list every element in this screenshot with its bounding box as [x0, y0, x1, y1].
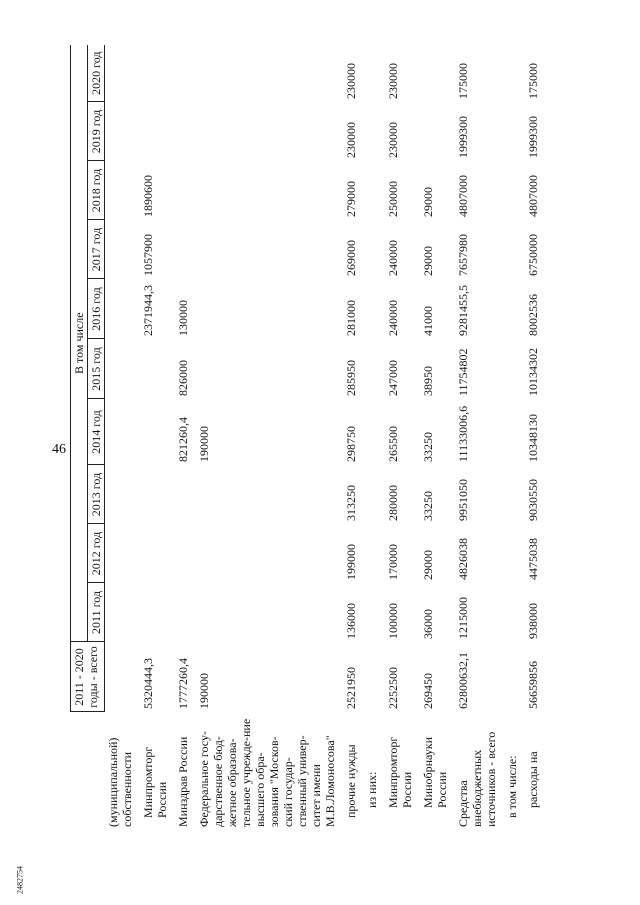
cell-year-value — [170, 524, 191, 583]
cell-year-value: 29000 — [420, 550, 435, 580]
cell-year-value — [359, 279, 380, 339]
cell-year-value — [105, 161, 135, 220]
cell-year-value — [105, 102, 135, 161]
cell-year-value: 279000 — [343, 181, 358, 217]
row-label: в том числе: — [504, 755, 519, 818]
cell-year-value: 1215000 — [455, 597, 470, 639]
header-year: 2019 год — [88, 102, 105, 161]
cell-year-value: 7657980 — [455, 234, 470, 276]
row-total — [499, 642, 520, 712]
row-label: из них: — [364, 771, 379, 808]
cell-year-value — [105, 339, 135, 399]
cell-year-value — [105, 399, 135, 465]
table-row — [135, 45, 170, 830]
header-year: 2014 год — [88, 399, 105, 465]
cell-year-value — [191, 102, 338, 161]
row-label: (муниципальной) собственности — [105, 737, 134, 827]
cell-year-value: 313250 — [343, 485, 358, 521]
header-label-blank — [71, 712, 105, 830]
cell-year-value — [499, 45, 520, 102]
row-total: 62800632,1 — [455, 652, 470, 709]
header-year: 2020 год — [88, 45, 105, 102]
cell-year-value — [191, 524, 338, 583]
cell-year-value: 175000 — [455, 63, 470, 99]
cell-year-value: 230000 — [343, 63, 358, 99]
cell-year-value: 230000 — [343, 122, 358, 158]
table-row — [499, 45, 520, 830]
cell-year-value: 265500 — [385, 426, 400, 462]
cell-year-value: 41000 — [420, 306, 435, 336]
cell-year-value: 4807000 — [525, 175, 540, 217]
cell-year-value — [105, 465, 135, 524]
row-label: Средства внебюджетных источников - всего — [455, 731, 498, 827]
header-year: 2013 год — [88, 465, 105, 524]
table-row — [170, 45, 191, 830]
cell-year-value — [135, 583, 170, 642]
cell-year-value — [170, 102, 191, 161]
header-group: В том числе — [71, 45, 88, 642]
row-total — [359, 642, 380, 712]
row-label: расходы на — [525, 751, 540, 808]
budget-table-body — [105, 45, 541, 830]
cell-year-value: 9281455,5 — [455, 285, 470, 336]
cell-year-value: 1057900 — [140, 234, 155, 276]
table-row — [359, 45, 380, 830]
cell-year-value: 285950 — [343, 360, 358, 396]
cell-year-value — [499, 465, 520, 524]
cell-year-value: 230000 — [385, 63, 400, 99]
header-year: 2012 год — [88, 524, 105, 583]
cell-year-value: 2371944,3 — [140, 285, 155, 336]
cell-year-value: 247000 — [385, 360, 400, 396]
cell-year-value — [359, 45, 380, 102]
header-year: 2015 год — [88, 339, 105, 399]
cell-year-value: 136000 — [343, 603, 358, 639]
cell-year-value — [499, 102, 520, 161]
header-year: 2016 год — [88, 279, 105, 339]
cell-year-value: 280000 — [385, 485, 400, 521]
cell-year-value: 240000 — [385, 240, 400, 276]
cell-year-value — [170, 220, 191, 279]
cell-year-value: 190000 — [196, 426, 211, 462]
row-total: 2521950 — [343, 667, 358, 709]
cell-year-value: 298750 — [343, 426, 358, 462]
cell-year-value — [135, 399, 170, 465]
cell-year-value: 11133006,6 — [455, 405, 470, 462]
cell-year-value: 4826038 — [455, 538, 470, 580]
page-number: 46 — [52, 442, 66, 457]
cell-year-value — [170, 45, 191, 102]
header-year: 2011 год — [88, 583, 105, 642]
cell-year-value: 9030550 — [525, 479, 540, 521]
table-row — [450, 45, 499, 830]
header-year: 2018 год — [88, 161, 105, 220]
cell-year-value — [191, 583, 338, 642]
cell-year-value — [359, 583, 380, 642]
cell-year-value: 10134302 — [525, 348, 540, 396]
cell-year-value: 170000 — [385, 544, 400, 580]
cell-year-value — [105, 220, 135, 279]
cell-year-value: 100000 — [385, 603, 400, 639]
cell-year-value: 230000 — [385, 122, 400, 158]
cell-year-value — [191, 339, 338, 399]
cell-year-value: 4475038 — [525, 538, 540, 580]
header-year: 2017 год — [88, 220, 105, 279]
cell-year-value: 10348130 — [525, 414, 540, 462]
row-label: Минпромторг России — [385, 736, 414, 808]
cell-year-value — [105, 583, 135, 642]
row-label: Минпромторг России — [140, 746, 169, 818]
cell-year-value — [499, 279, 520, 339]
table-row — [105, 45, 135, 830]
cell-year-value — [105, 45, 135, 102]
cell-year-value: 175000 — [525, 63, 540, 99]
table-row — [520, 45, 541, 830]
cell-year-value — [499, 339, 520, 399]
cell-year-value — [135, 524, 170, 583]
cell-year-value — [499, 161, 520, 220]
header-total: 2011 - 2020 годы - всего — [71, 642, 105, 712]
row-label: Минобрнауки России — [420, 736, 449, 808]
cell-year-value — [170, 161, 191, 220]
row-total — [105, 642, 135, 712]
cell-year-value — [135, 339, 170, 399]
cell-year-value — [359, 161, 380, 220]
cell-year-value — [415, 102, 450, 161]
cell-year-value: 6750000 — [525, 234, 540, 276]
cell-year-value — [359, 465, 380, 524]
cell-year-value: 250000 — [385, 181, 400, 217]
row-label: Минздрав России — [175, 736, 190, 827]
table-row — [415, 45, 450, 830]
row-total: 5320444,3 — [140, 658, 155, 709]
cell-year-value — [359, 524, 380, 583]
cell-year-value: 826000 — [175, 360, 190, 396]
cell-year-value — [415, 45, 450, 102]
cell-year-value: 1890600 — [140, 175, 155, 217]
cell-year-value — [135, 45, 170, 102]
cell-year-value — [499, 399, 520, 465]
cell-year-value: 130000 — [175, 300, 190, 336]
cell-year-value — [105, 279, 135, 339]
cell-year-value: 1999300 — [525, 116, 540, 158]
cell-year-value: 11754802 — [455, 348, 470, 396]
cell-year-value: 8002536 — [525, 294, 540, 336]
cell-year-value — [359, 102, 380, 161]
cell-year-value — [359, 339, 380, 399]
row-total: 190000 — [196, 673, 211, 709]
cell-year-value: 4807000 — [455, 175, 470, 217]
cell-year-value: 938000 — [525, 603, 540, 639]
row-total: 269450 — [420, 673, 435, 709]
cell-year-value — [359, 399, 380, 465]
cell-year-value — [191, 465, 338, 524]
cell-year-value — [170, 583, 191, 642]
cell-year-value — [499, 583, 520, 642]
cell-year-value: 29000 — [420, 187, 435, 217]
cell-year-value — [170, 465, 191, 524]
document-code: 2482754 — [15, 866, 25, 894]
row-total: 2252500 — [385, 667, 400, 709]
cell-year-value: 199000 — [343, 544, 358, 580]
cell-year-value: 38950 — [420, 366, 435, 396]
cell-year-value: 269000 — [343, 240, 358, 276]
cell-year-value — [499, 524, 520, 583]
cell-year-value — [191, 220, 338, 279]
cell-year-value: 1999300 — [455, 116, 470, 158]
budget-table — [70, 45, 541, 830]
cell-year-value — [135, 465, 170, 524]
cell-year-value — [105, 524, 135, 583]
row-label: Федеральное госу-дарственное бюд-жетное образова-тельное учрежде-ние высшего обра-зования "Москов-ский государ-ственный универ-ситет имени М.В.Ломоносова" — [196, 718, 337, 827]
cell-year-value: 821260,4 — [175, 417, 190, 462]
table-row — [338, 45, 359, 830]
cell-year-value — [359, 220, 380, 279]
cell-year-value — [191, 161, 338, 220]
cell-year-value — [499, 220, 520, 279]
cell-year-value: 36000 — [420, 609, 435, 639]
row-total: 56659856 — [525, 661, 540, 709]
cell-year-value: 281000 — [343, 300, 358, 336]
cell-year-value — [191, 45, 338, 102]
cell-year-value — [135, 102, 170, 161]
budget-table-container — [70, 45, 610, 830]
row-label: прочие нужды — [343, 744, 358, 818]
table-row — [380, 45, 415, 830]
cell-year-value: 29000 — [420, 246, 435, 276]
row-total: 1777260,4 — [175, 658, 190, 709]
cell-year-value: 33250 — [420, 491, 435, 521]
cell-year-value: 33250 — [420, 432, 435, 462]
cell-year-value — [191, 279, 338, 339]
cell-year-value: 240000 — [385, 300, 400, 336]
table-row — [191, 45, 338, 830]
cell-year-value: 9951050 — [455, 479, 470, 521]
